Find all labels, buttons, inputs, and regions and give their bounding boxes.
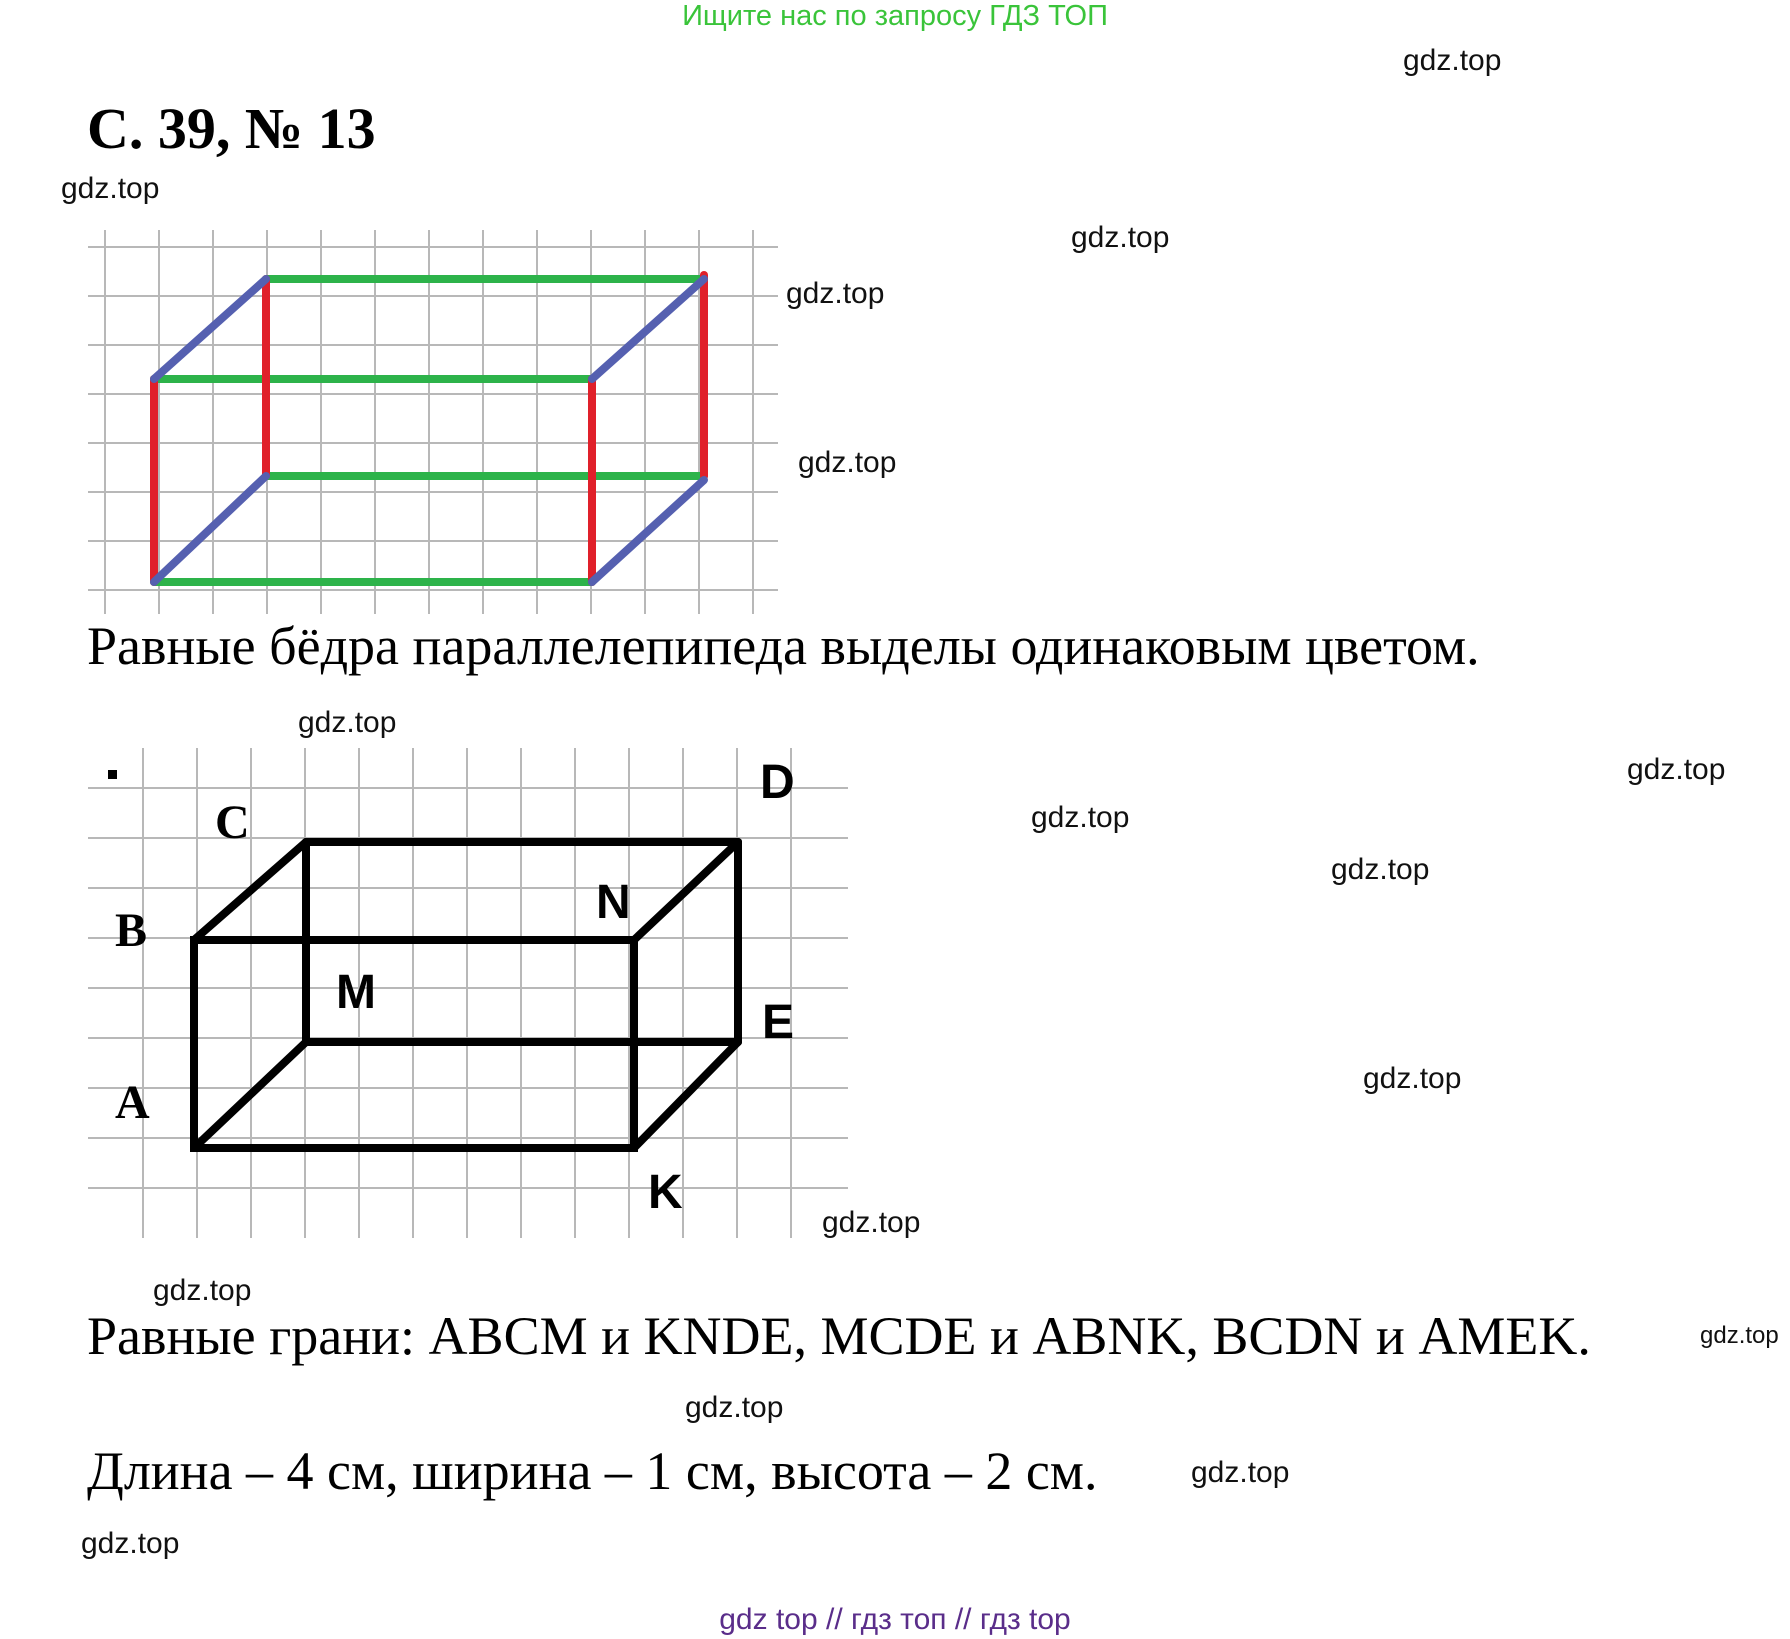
vertex-label-d: D: [760, 756, 795, 809]
watermark: gdz.top: [1071, 221, 1170, 254]
watermark: gdz.top: [822, 1206, 921, 1239]
watermark: gdz.top: [1627, 753, 1726, 786]
corner-dot: [108, 770, 117, 779]
footer-links[interactable]: gdz top // гдз топ // гдз top: [719, 1603, 1071, 1636]
watermark: gdz.top: [61, 172, 160, 205]
grid-lines: [88, 230, 778, 614]
watermark: gdz.top: [685, 1391, 784, 1424]
vertex-label-m: M: [336, 966, 376, 1019]
watermark: gdz.top: [153, 1274, 252, 1307]
vertex-label-n: N: [596, 876, 631, 929]
watermark: gdz.top: [1700, 1322, 1779, 1349]
watermark: gdz.top: [298, 706, 397, 739]
equal-faces-text: Равные грани: ABCM и KNDE, MCDE и ABNK, BCDN и AMEK.: [87, 1306, 1591, 1366]
vertex-label-b: B: [115, 904, 148, 957]
vertex-label-a: A: [115, 1076, 150, 1129]
watermark: gdz.top: [81, 1527, 180, 1560]
watermark: gdz.top: [1191, 1456, 1290, 1489]
equal-edges-text: Равные бёдра параллелепипеда выделы одинаковым цветом.: [87, 616, 1480, 676]
figure-labeled-parallelepiped: [88, 748, 848, 1238]
dimensions-text: Длина – 4 см, ширина – 1 см, высота – 2 см.: [87, 1441, 1098, 1501]
watermark: gdz.top: [1363, 1062, 1462, 1095]
vertex-label-e: E: [762, 996, 795, 1049]
vertex-label-k: K: [648, 1166, 683, 1219]
search-banner: Ищите нас по запросу ГДЗ ТОП: [682, 0, 1108, 32]
watermark: gdz.top: [798, 446, 897, 479]
watermark: gdz.top: [1403, 44, 1502, 77]
watermark: gdz.top: [1031, 801, 1130, 834]
vertex-label-c: C: [215, 796, 250, 849]
page-title: С. 39, № 13: [87, 96, 376, 161]
watermark: gdz.top: [1331, 853, 1430, 886]
figure-colored-parallelepiped: [88, 230, 778, 614]
watermark: gdz.top: [786, 277, 885, 310]
